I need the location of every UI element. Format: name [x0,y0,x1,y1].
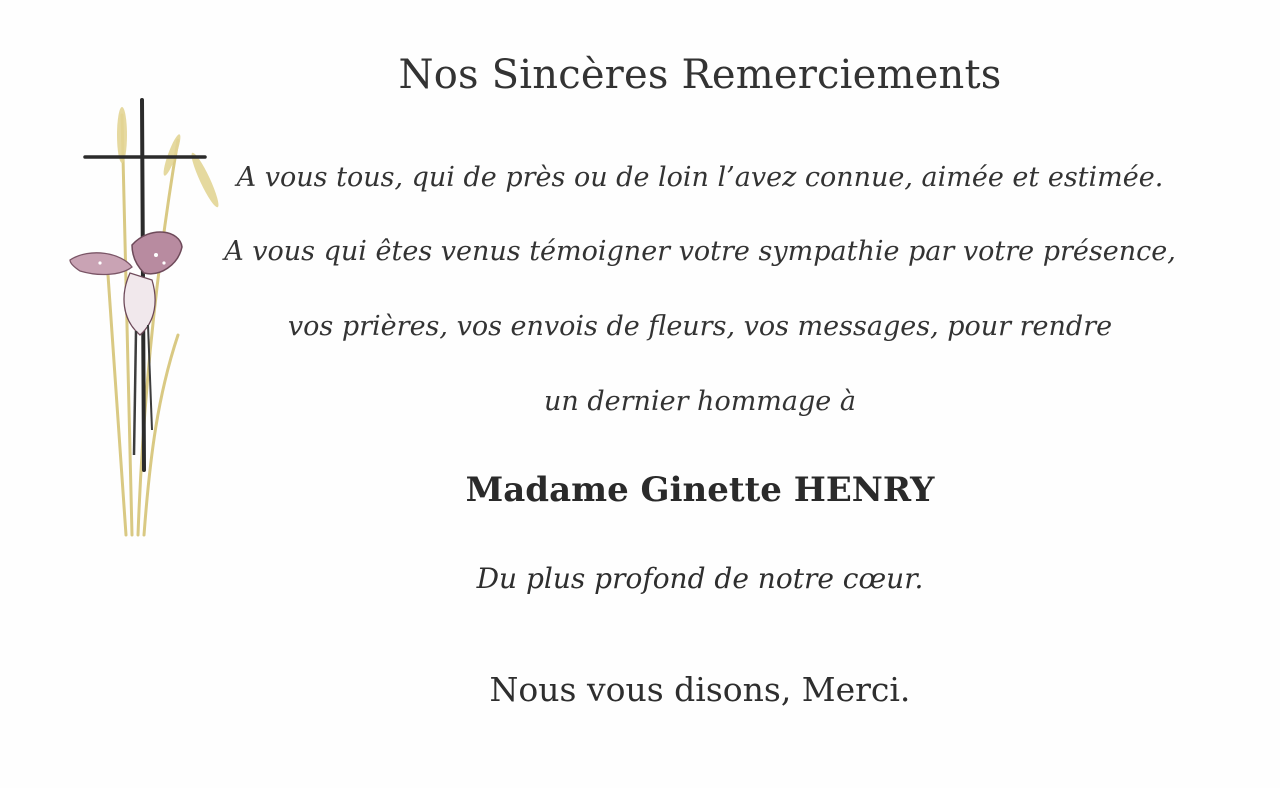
closing-heart-line: Du plus profond de notre cœur. [476,562,924,595]
deceased-name: Madame Ginette HENRY [465,470,935,510]
card-title: Nos Sincères Remerciements [398,52,1002,98]
closing-thanks-line: Nous vous disons, Merci. [489,670,911,709]
message-line-3: vos prières, vos envois de fleurs, vos messages, pour rendre [287,311,1113,342]
message-line-1: A vous tous, qui de près ou de loin l’avez connue, aimée et estimée. [236,162,1164,193]
message-line-4: un dernier hommage à [544,386,856,417]
message-line-2: A vous qui êtes venus témoigner votre sympathie par votre présence, [224,236,1176,267]
